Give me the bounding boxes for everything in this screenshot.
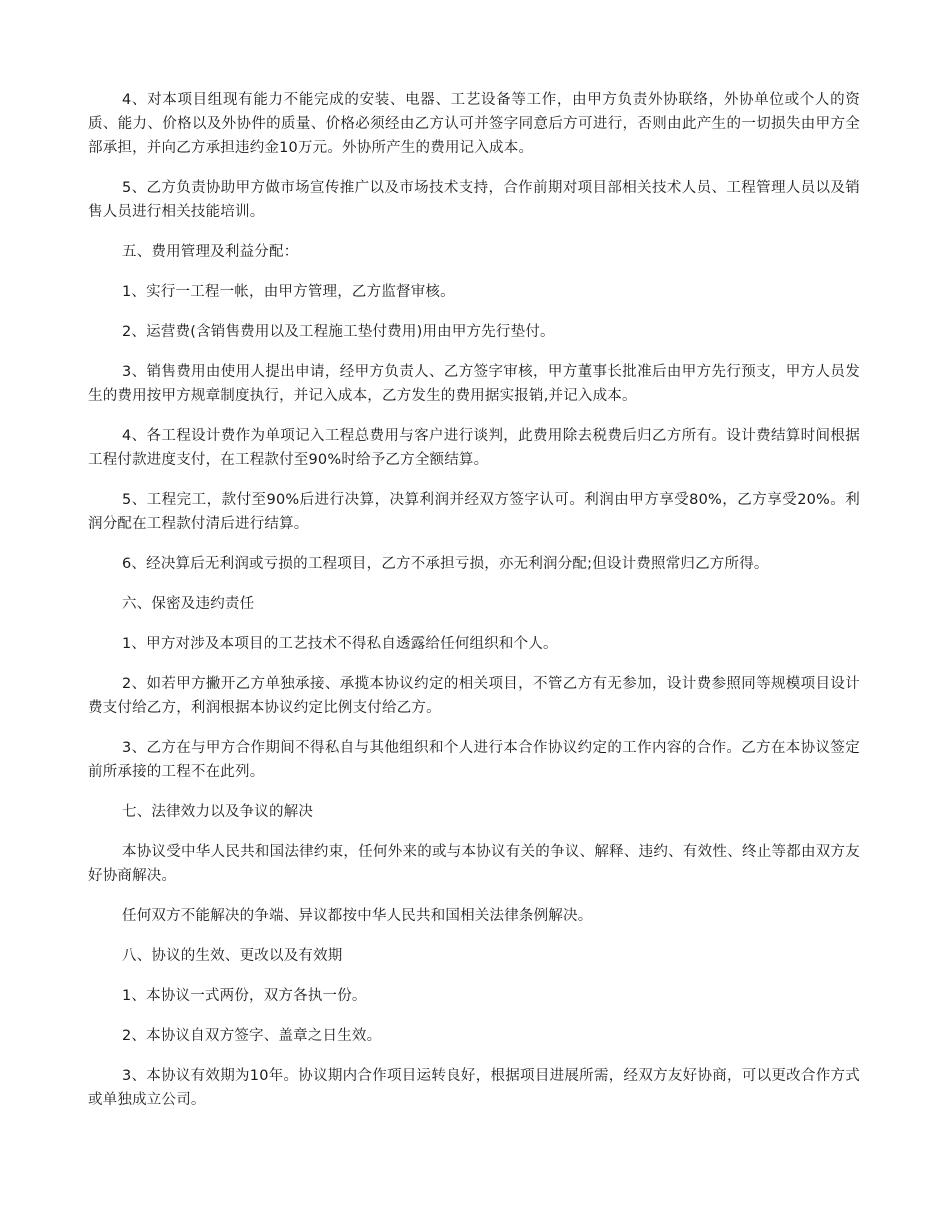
section-heading-validity: 八、协议的生效、更改以及有效期: [122, 948, 343, 964]
clause-6-3-non-compete: 3、乙方在与甲方合作期间不得私自与其他组织和个人进行本合作协议约定的工作内容的合作。乙方在本协议签定前所承接的工程不在此列。: [88, 740, 860, 780]
clause-5-marketing-support: 5、乙方负责协助甲方做市场宣传推广以及市场技术支持，合作前期对项目部相关技术人员、工程管理人员以及销售人员进行相关技能培训。: [88, 180, 860, 220]
clause-6-2-bypass-penalty: 2、如若甲方撇开乙方单独承接、承揽本协议约定的相关项目，不管乙方有无参加，设计费参照同等规模项目设计费支付给乙方，利润根据本协议约定比例支付给乙方。: [88, 676, 860, 716]
clause-5-1-accounting: 1、实行一工程一帐，由甲方管理，乙方监督审核。: [122, 284, 455, 300]
clause-8-3-term: 3、本协议有效期为10年。协议期内合作项目运转良好，根据项目进展所需，经双方友好协商，可以更改合作方式或单独成立公司。: [88, 1068, 860, 1108]
clause-5-2-operating-costs: 2、运营费(含销售费用以及工程施工垫付费用)用由甲方先行垫付。: [122, 324, 555, 340]
section-heading-legal-effect: 七、法律效力以及争议的解决: [122, 804, 314, 820]
clause-4-outsourcing: 4、对本项目组现有能力不能完成的安装、电器、工艺设备等工作，由甲方负责外协联络，外协单位或个人的资质、能力、价格以及外协件的质量、价格必须经由乙方认可并签字同意后方可进行，否则由此产生的一切损失由甲方全部承担，并向乙方承担违约金10万元。外协所产生的费用记入成本。: [88, 92, 860, 156]
clause-5-3-sales-expenses: 3、销售费用由使用人提出申请，经甲方负责人、乙方签字审核，甲方董事长批准后由甲方先行预支，甲方人员发生的费用按甲方规章制度执行，并记入成本，乙方发生的费用据实报销,并记入成本。: [88, 364, 860, 404]
section-heading-cost-management: 五、费用管理及利益分配：: [122, 244, 299, 260]
clause-5-6-no-profit: 6、经决算后无利润或亏损的工程项目，乙方不承担亏损，亦无利润分配;但设计费照常归乙方所得。: [122, 556, 769, 572]
clause-8-2-effective-date: 2、本协议自双方签字、盖章之日生效。: [122, 1028, 382, 1044]
clause-5-5-profit-split: 5、工程完工，款付至90%后进行决算，决算利润并经双方签字认可。利润由甲方享受80%，乙方享受20%。利润分配在工程款付清后进行结算。: [88, 492, 860, 532]
clause-6-1-no-disclosure: 1、甲方对涉及本项目的工艺技术不得私自透露给任何组织和个人。: [122, 636, 558, 652]
clause-8-1-copies: 1、本协议一式两份，双方各执一份。: [122, 988, 367, 1004]
clause-7-governing-law: 本协议受中华人民共和国法律约束，任何外来的或与本协议有关的争议、解释、违约、有效性、终止等都由双方友好协商解决。: [88, 844, 860, 884]
clause-5-4-design-fees: 4、各工程设计费作为单项记入工程总费用与客户进行谈判，此费用除去税费后归乙方所有。设计费结算时间根据工程付款进度支付，在工程款付至90%时给予乙方全额结算。: [88, 428, 860, 468]
document-body: [88, 88, 860, 1128]
clause-7-dispute-resolution: 任何双方不能解决的争端、异议都按中华人民共和国相关法律条例解决。: [122, 908, 593, 924]
section-heading-confidentiality: 六、保密及违约责任: [122, 596, 255, 612]
